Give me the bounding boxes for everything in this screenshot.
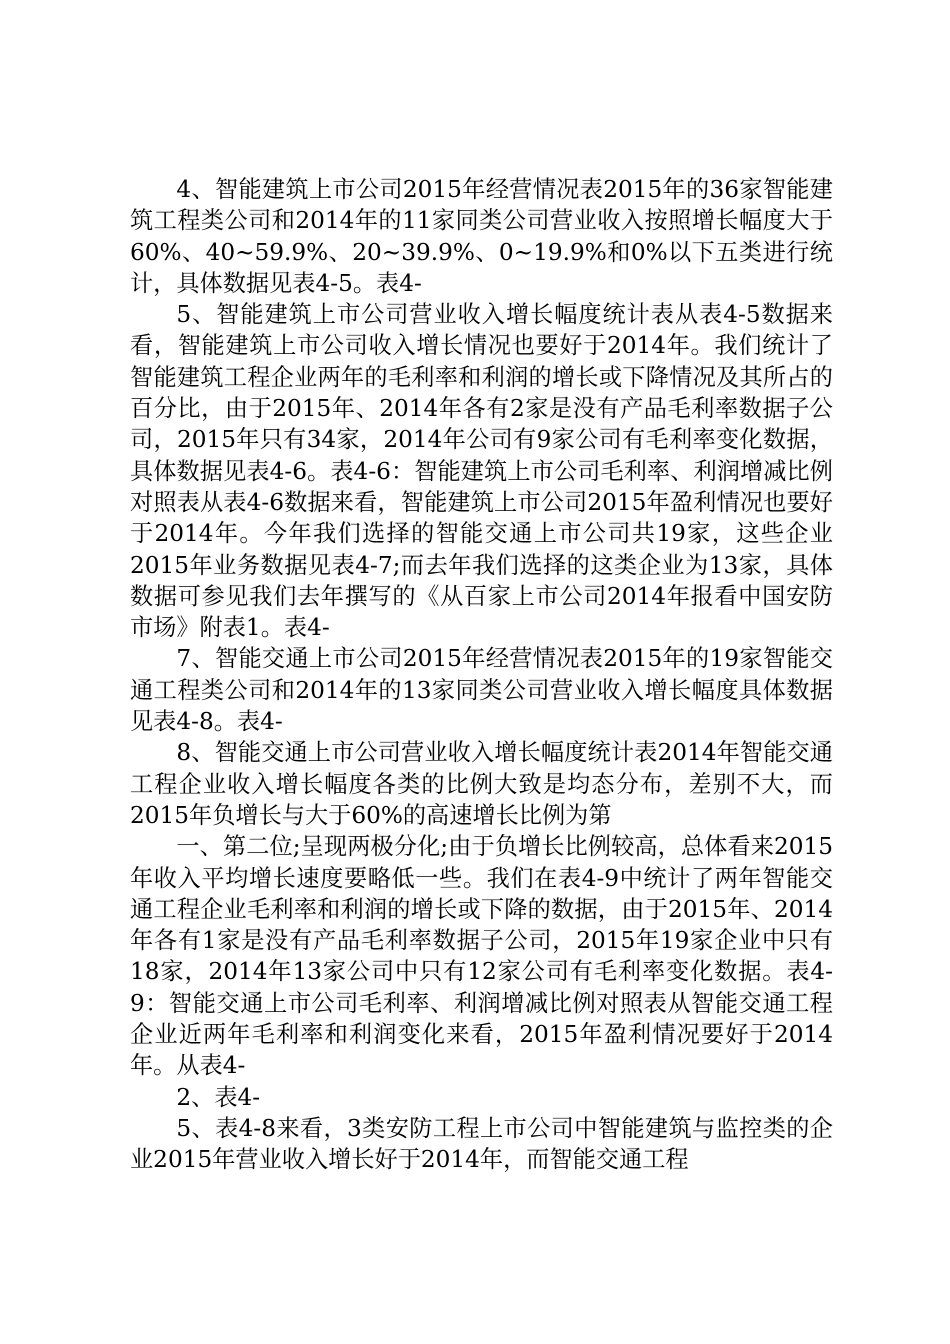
paragraph-2: 5、智能建筑上市公司营业收入增长幅度统计表从表4-5数据来看，智能建筑上市公司收入增长情况也要好于2014年。我们统计了智能建筑工程企业两年的毛利率和利润的增长或下降情况及其所占的百分比，由于2015年、2014年各有2家是没有产品毛利率数据子公司，2015年只有34家，2014年公司有9家公司有毛利率变化数据，具体数据见表4-6。表4-6：智能建筑上市公司毛利率、利润增减比例对照表从表4-6数据来看，智能建筑上市公司2015年盈利情况也要好于2014年。今年我们选择的智能交通上市公司共19家，这些企业2015年业务数据见表4-7;而去年我们选择的这类企业为13家，具体数据可参见我们去年撰写的《从百家上市公司2014年报看中国安防市场》附表1。表4-	[130, 301, 833, 642]
paragraph-4: 8、智能交通上市公司营业收入增长幅度统计表2014年智能交通工程企业收入增长幅度各类的比例大致是均态分布，差别不大，而2015年负增长与大于60%的高速增长比例为第	[130, 739, 833, 829]
paragraph-1: 4、智能建筑上市公司2015年经营情况表2015年的36家智能建筑工程类公司和2014年的11家同类公司营业收入按照增长幅度大于60%、40~59.9%、20~39.9%、0~19.9%和0%以下五类进行统计，具体数据见表4-5。表4-	[130, 176, 833, 297]
paragraph-3: 7、智能交通上市公司2015年经营情况表2015年的19家智能交通工程类公司和2014年的13家同类公司营业收入增长幅度具体数据见表4-8。表4-	[130, 645, 833, 736]
document-body	[130, 174, 833, 1176]
paragraph-7: 5、表4-8来看，3类安防工程上市公司中智能建筑与监控类的企业2015年营业收入增长好于2014年，而智能交通工程	[130, 1114, 833, 1174]
paragraph-6: 2、表4-	[176, 1083, 261, 1111]
paragraph-5: 一、第二位;呈现两极分化;由于负增长比例较高，总体看来2015年收入平均增长速度要略低一些。我们在表4-9中统计了两年智能交通工程企业毛利率和利润的增长或下降的数据，由于2015年、2014年各有1家是没有产品毛利率数据子公司，2015年19家企业中只有18家，2014年13家公司中只有12家公司有毛利率变化数据。表4-9：智能交通上市公司毛利率、利润增减比例对照表从智能交通工程企业近两年毛利率和利润变化来看，2015年盈利情况要好于2014年。从表4-	[130, 833, 833, 1080]
